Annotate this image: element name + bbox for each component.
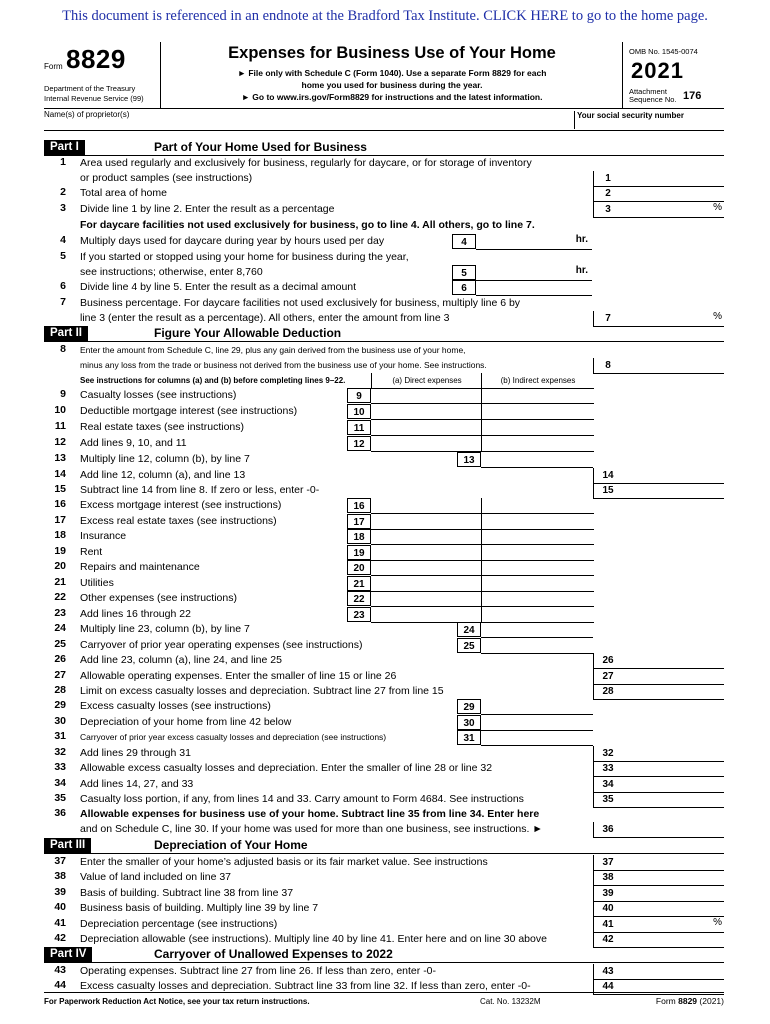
line-17-col-b[interactable] (481, 514, 594, 530)
line-4-input[interactable]: hr. (476, 234, 592, 250)
line-10-col-b[interactable] (481, 404, 594, 420)
footer-form-id: Form 8829 (2021) (655, 996, 724, 1006)
line-24: 24 Multiply line 23, column (b), by line 7 24 (44, 622, 724, 637)
col-a-header: (a) Direct expenses (371, 373, 482, 389)
daycare-note: For daycare facilities not used exclusively for business, go to line 4. All others, go to line 7. (80, 219, 535, 231)
line-28-input[interactable] (621, 684, 724, 700)
part-1-tag: Part I (44, 140, 85, 155)
line-12-col-b[interactable] (481, 436, 594, 452)
line-1-input[interactable] (621, 171, 724, 187)
line-19-col-a[interactable] (371, 545, 481, 561)
line-43-input[interactable] (621, 964, 724, 980)
line-20-col-a[interactable] (371, 560, 481, 576)
line-41: 41 Depreciation percentage (see instructions) 41 % (44, 917, 724, 932)
tax-year: 2021 (631, 58, 684, 83)
line-9: 9 Casualty losses (see instructions) 9 (44, 388, 724, 403)
line-11: 11 Real estate taxes (see instructions) 11 (44, 420, 724, 435)
line-34-input[interactable] (621, 777, 724, 793)
form-word: Form (44, 62, 63, 71)
line-43: 43 Operating expenses. Subtract line 27 from line 26. If less than zero, enter -0- 43 (44, 964, 724, 979)
part-3-tag: Part III (44, 838, 91, 853)
line-25-input[interactable] (481, 638, 593, 654)
line-6: 6 Divide line 4 by line 5. Enter the result as a decimal amount 6 (44, 280, 724, 295)
line-22-col-b[interactable] (481, 591, 594, 607)
line-33: 33 Allowable excess casualty losses and depreciation. Enter the smaller of line 28 or line 32 33 (44, 761, 724, 776)
line-31: 31 Carryover of prior year excess casualty losses and depreciation (see instructions) 31 (44, 730, 724, 745)
line-21: 21 Utilities 21 (44, 576, 724, 591)
ssn-label: Your social security number (574, 111, 684, 129)
line-12: 12 Add lines 9, 10, and 11 12 (44, 436, 724, 451)
line-30-input[interactable] (481, 715, 593, 731)
dept-line2: Internal Revenue Service (99) (44, 94, 144, 103)
line-38: 38 Value of land included on line 37 38 (44, 870, 724, 885)
line-13: 13 Multiply line 12, column (b), by line 7 13 (44, 452, 724, 467)
line-9-col-b[interactable] (481, 388, 594, 404)
attachment-label (629, 88, 677, 104)
line-12-col-a[interactable] (371, 436, 481, 452)
line-25: 25 Carryover of prior year operating expenses (see instructions) 25 (44, 638, 724, 653)
line-23: 23 Add lines 16 through 22 23 (44, 607, 724, 622)
line-24-input[interactable] (481, 622, 593, 638)
line-4: 4 Multiply days used for daycare during year by hours used per day 4 hr. (44, 234, 724, 249)
line-19-col-b[interactable] (481, 545, 594, 561)
line-2-input[interactable] (621, 186, 724, 202)
part-4-tag: Part IV (44, 947, 92, 962)
line-20: 20 Repairs and maintenance 20 (44, 560, 724, 575)
form-id-block (44, 42, 161, 108)
home-page-link[interactable]: This document is referenced in an endnote at the Bradford Tax Institute. CLICK HERE to go to the home page. (62, 8, 708, 24)
cat-number: Cat. No. 13232M (480, 997, 541, 1006)
line-36: 36 Allowable expenses for business use of your home. Subtract line 35 from line 34. Enter here and on Schedule C, line 30. If your home was used for more than one business, see instructions. ► 36 (44, 807, 724, 837)
columns-header: See instructions for columns (a) and (b) before completing lines 9–22. (a) Direct expenses (b) Indirect expenses (44, 373, 724, 388)
line-6-input[interactable] (476, 280, 592, 296)
part-3-title: Depreciation of Your Home (154, 838, 308, 852)
line-37: 37 Enter the smaller of your home’s adjusted basis or its fair market value. See instructions 37 (44, 855, 724, 870)
line-36-input[interactable] (621, 822, 724, 838)
line-40: 40 Business basis of building. Multiply line 39 by line 7 40 (44, 901, 724, 916)
line-33-input[interactable] (621, 761, 724, 777)
dept-line1: Department of the Treasury (44, 84, 136, 93)
line-21-col-a[interactable] (371, 576, 481, 592)
col-b-header: (b) Indirect expenses (481, 373, 594, 389)
line-19: 19 Rent 19 (44, 545, 724, 560)
line-41-input[interactable]: % (621, 917, 724, 933)
line-27-input[interactable] (621, 669, 724, 685)
line-42-input[interactable] (621, 932, 724, 948)
line-16-col-a[interactable] (371, 498, 481, 514)
line-40-input[interactable] (621, 901, 724, 917)
line-39: 39 Basis of building. Subtract line 38 from line 37 39 (44, 886, 724, 901)
line-18: 18 Insurance 18 (44, 529, 724, 544)
line-5: 5 If you started or stopped using your home for business during the year, see instructions; otherwise, enter 8,760 5 hr. (44, 250, 724, 280)
line-18-col-b[interactable] (481, 529, 594, 545)
line-1: 1 Area used regularly and exclusively for business, regularly for daycare, or for storage of inventory or product samples (see instructions) 1 (44, 156, 724, 186)
line-18-col-a[interactable] (371, 529, 481, 545)
line-35: 35 Casualty loss portion, if any, from lines 14 and 33. Carry amount to Form 4684. See instructions 35 (44, 792, 724, 807)
line-44: 44 Excess casualty losses and depreciation. Subtract line 33 from line 32. If less than zero, enter -0- 44 (44, 979, 724, 994)
line-26: 26 Add line 23, column (a), line 24, and line 25 26 (44, 653, 724, 668)
line-22-col-a[interactable] (371, 591, 481, 607)
part-2-tag: Part II (44, 326, 88, 341)
omb-number: OMB No. 1545-0074 (629, 47, 698, 56)
line-29: 29 Excess casualty losses (see instructions) 29 (44, 699, 724, 714)
line-5-input[interactable]: hr. (476, 265, 592, 281)
line-8: 8 Enter the amount from Schedule C, line 29, plus any gain derived from the business use of your home, minus any loss from the trade or business not derived from the business use of your home. See instructions. 8 (44, 343, 724, 373)
form-number: 8829 (66, 44, 126, 74)
line-15-input[interactable] (621, 483, 724, 499)
part-1-title: Part of Your Home Used for Business (154, 140, 367, 154)
sub-line1: ► File only with Schedule C (Form 1040). Use a separate Form 8829 for each (237, 68, 547, 78)
part-2-title: Figure Your Allowable Deduction (154, 326, 342, 340)
part-4-header (44, 947, 724, 963)
line-37-input[interactable] (621, 855, 724, 871)
line-44-input[interactable] (621, 979, 724, 995)
line-20-col-b[interactable] (481, 560, 594, 576)
line-16: 16 Excess mortgage interest (see instructions) 16 (44, 498, 724, 513)
line-32-input[interactable] (621, 746, 724, 762)
form-title: Expenses for Business Use of Your Home (228, 44, 556, 62)
line-14: 14 Add line 12, column (a), and line 13 14 (44, 468, 724, 483)
line-13-input[interactable] (481, 452, 593, 468)
paperwork-notice: For Paperwork Reduction Act Notice, see your tax return instructions. (44, 997, 310, 1006)
sub-line3: ► Go to www.irs.gov/Form8829 for instructions and the latest information. (241, 92, 543, 102)
sequence-label: Sequence No. (629, 95, 677, 104)
line-28: 28 Limit on excess casualty losses and depreciation. Subtract line 27 from line 15 28 (44, 684, 724, 699)
line-39-input[interactable] (621, 886, 724, 902)
instructions (162, 67, 622, 103)
line-9-col-a[interactable] (371, 388, 481, 404)
department (44, 84, 144, 104)
line-2: 2 Total area of home 2 (44, 186, 724, 201)
line-38-input[interactable] (621, 870, 724, 886)
sequence-number: 176 (683, 90, 702, 102)
line-10: 10 Deductible mortgage interest (see instructions) 10 (44, 404, 724, 419)
part-2-header (44, 326, 724, 342)
line-7-input[interactable]: % (621, 311, 724, 327)
part-1-header (44, 140, 724, 156)
line-23-col-a[interactable] (371, 607, 481, 623)
line-27: 27 Allowable operating expenses. Enter the smaller of line 15 or line 26 27 (44, 669, 724, 684)
line-30: 30 Depreciation of your home from line 42 below 30 (44, 715, 724, 730)
line-3: 3 Divide line 1 by line 2. Enter the result as a percentage 3 % (44, 202, 724, 217)
attachment-word: Attachment (629, 87, 667, 96)
line-11-col-a[interactable] (371, 420, 481, 436)
line-32: 32 Add lines 29 through 31 32 (44, 746, 724, 761)
line-35-input[interactable] (621, 792, 724, 808)
line-22: 22 Other expenses (see instructions) 22 (44, 591, 724, 606)
sub-line2: home you used for business during the year. (301, 80, 483, 90)
part-4-title: Carryover of Unallowed Expenses to 2022 (154, 947, 393, 961)
form-header (44, 42, 724, 109)
line-3-input[interactable]: % (621, 202, 724, 218)
line-11-col-b[interactable] (481, 420, 594, 436)
line-17: 17 Excess real estate taxes (see instructions) 17 (44, 514, 724, 529)
line-26-input[interactable] (621, 653, 724, 669)
names-label: Name(s) of proprietor(s) (44, 110, 130, 119)
line-10-col-a[interactable] (371, 404, 481, 420)
line-17-col-a[interactable] (371, 514, 481, 530)
line-21-col-b[interactable] (481, 576, 594, 592)
title-block (162, 42, 622, 108)
line-34: 34 Add lines 14, 27, and 33 34 (44, 777, 724, 792)
line-14-input[interactable] (621, 468, 724, 484)
line-16-col-b[interactable] (481, 498, 594, 514)
line-29-input[interactable] (481, 699, 593, 715)
omb-block (622, 42, 725, 108)
line-23-col-b[interactable] (481, 607, 594, 623)
line-8-input[interactable] (621, 358, 724, 374)
line-15: 15 Subtract line 14 from line 8. If zero or less, enter -0- 15 (44, 483, 724, 498)
line-31-input[interactable] (481, 730, 593, 746)
names-row (44, 108, 724, 131)
part-3-header (44, 838, 724, 854)
line-7: 7 Business percentage. For daycare facilities not used exclusively for business, multiply line 6 by line 3 (enter the result as a percentage). All others, enter the amount from line 3 7 % (44, 296, 724, 326)
line-42: 42 Depreciation allowable (see instructions). Multiply line 40 by line 41. Enter here and on line 30 above 42 (44, 932, 724, 947)
